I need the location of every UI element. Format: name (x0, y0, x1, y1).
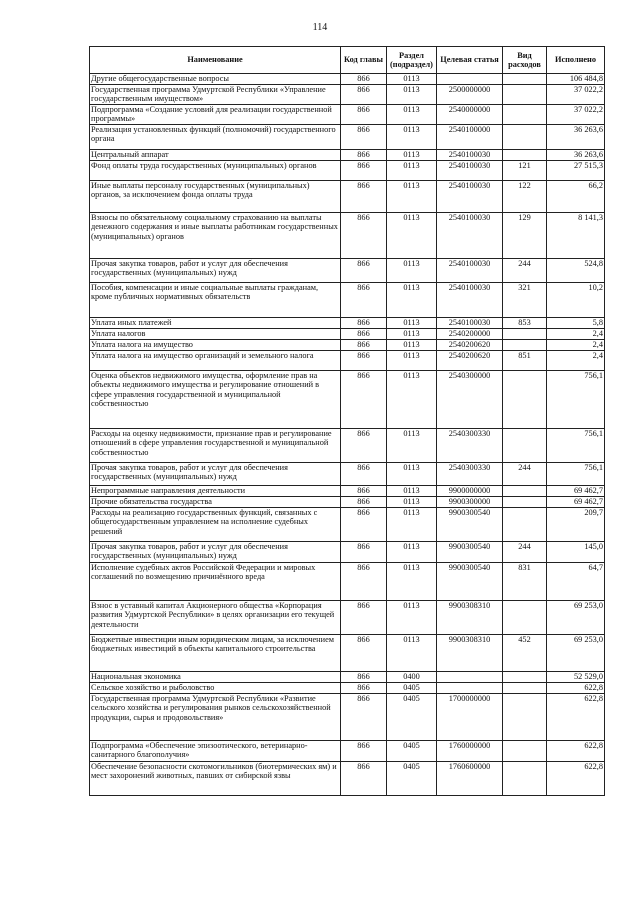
cell-code: 866 (341, 683, 387, 694)
cell-type: 452 (503, 635, 547, 672)
cell-section: 0113 (387, 181, 437, 213)
cell-section: 0405 (387, 741, 437, 762)
cell-type (503, 601, 547, 635)
cell-exec: 69 253,0 (547, 601, 605, 635)
cell-code: 866 (341, 329, 387, 340)
cell-code: 866 (341, 563, 387, 601)
cell-section: 0113 (387, 497, 437, 508)
cell-target: 2540200000 (437, 329, 503, 340)
cell-section: 0113 (387, 259, 437, 283)
cell-type (503, 741, 547, 762)
cell-section: 0113 (387, 105, 437, 125)
cell-target: 2540100030 (437, 181, 503, 213)
cell-target: 9900300000 (437, 497, 503, 508)
cell-exec: 69 462,7 (547, 497, 605, 508)
table-row (90, 601, 605, 635)
table-row (90, 762, 605, 796)
cell-target: 2540000000 (437, 105, 503, 125)
table-row (90, 213, 605, 259)
cell-name: Расходы на оценку недвижимости, признание прав и регулирование отношений в сфере управления государственной и муниципальной собственностью (90, 429, 341, 463)
cell-target: 2540100030 (437, 259, 503, 283)
header-exec: Исполнено (547, 47, 605, 74)
cell-name: Расходы на реализацию государственных функций, связанных с общегосударственным управлением на исполнение судебных решений (90, 508, 341, 542)
cell-target: 2540100030 (437, 161, 503, 181)
cell-exec: 622,8 (547, 683, 605, 694)
cell-name: Взносы по обязательному социальному страхованию на выплаты денежного содержания и иные выплаты работникам государственных (муниципальных) органов (90, 213, 341, 259)
cell-name: Национальная экономика (90, 672, 341, 683)
cell-code: 866 (341, 125, 387, 150)
cell-type: 831 (503, 563, 547, 601)
cell-section: 0113 (387, 508, 437, 542)
cell-name: Подпрограмма «Создание условий для реализации государственной программы» (90, 105, 341, 125)
table-row (90, 694, 605, 741)
table-row (90, 429, 605, 463)
cell-code: 866 (341, 542, 387, 563)
cell-target: 9900308310 (437, 635, 503, 672)
cell-code: 866 (341, 181, 387, 213)
cell-section: 0113 (387, 340, 437, 351)
cell-code: 866 (341, 635, 387, 672)
cell-type (503, 105, 547, 125)
cell-code: 866 (341, 150, 387, 161)
table-row (90, 672, 605, 683)
header-name: Наименование (90, 47, 341, 74)
cell-exec: 209,7 (547, 508, 605, 542)
cell-section: 0113 (387, 429, 437, 463)
cell-name: Прочая закупка товаров, работ и услуг для обеспечения государственных (муниципальных) нужд (90, 463, 341, 486)
cell-section: 0113 (387, 283, 437, 318)
cell-section: 0113 (387, 463, 437, 486)
cell-name: Прочие обязательства государства (90, 497, 341, 508)
cell-target (437, 683, 503, 694)
table-row (90, 85, 605, 105)
cell-exec: 37 022,2 (547, 105, 605, 125)
cell-type (503, 371, 547, 429)
cell-code: 866 (341, 283, 387, 318)
cell-exec: 52 529,0 (547, 672, 605, 683)
cell-exec: 756,1 (547, 371, 605, 429)
cell-exec: 8 141,3 (547, 213, 605, 259)
cell-code: 866 (341, 105, 387, 125)
table-row (90, 371, 605, 429)
cell-target: 1700000000 (437, 694, 503, 741)
cell-name: Центральный аппарат (90, 150, 341, 161)
table-row (90, 340, 605, 351)
table-row (90, 635, 605, 672)
cell-exec: 69 253,0 (547, 635, 605, 672)
cell-name: Бюджетные инвестиции иным юридическим лицам, за исключением бюджетных инвестиций в объекты капитального строительства (90, 635, 341, 672)
cell-type: 851 (503, 351, 547, 371)
cell-section: 0113 (387, 213, 437, 259)
table-row (90, 161, 605, 181)
table-header-row (90, 47, 605, 74)
table-row (90, 74, 605, 85)
table-row (90, 683, 605, 694)
cell-section: 0113 (387, 563, 437, 601)
table-row (90, 463, 605, 486)
cell-section: 0400 (387, 672, 437, 683)
cell-exec: 10,2 (547, 283, 605, 318)
cell-exec: 145,0 (547, 542, 605, 563)
cell-type (503, 429, 547, 463)
table-row (90, 563, 605, 601)
cell-exec: 622,8 (547, 762, 605, 796)
cell-name: Государственная программа Удмуртской Республики «Управление государственным имуществом» (90, 85, 341, 105)
cell-section: 0113 (387, 601, 437, 635)
cell-exec: 36 263,6 (547, 150, 605, 161)
cell-type: 244 (503, 463, 547, 486)
cell-name: Реализация установленных функций (полномочий) государственного органа (90, 125, 341, 150)
cell-code: 866 (341, 429, 387, 463)
cell-type (503, 683, 547, 694)
cell-code: 866 (341, 259, 387, 283)
table-row (90, 181, 605, 213)
cell-type: 129 (503, 213, 547, 259)
cell-target: 2540300330 (437, 463, 503, 486)
cell-section: 0113 (387, 125, 437, 150)
cell-target: 9900308310 (437, 601, 503, 635)
table-row (90, 497, 605, 508)
cell-name: Уплата налога на имущество (90, 340, 341, 351)
cell-type: 122 (503, 181, 547, 213)
cell-code: 866 (341, 213, 387, 259)
cell-exec: 27 515,3 (547, 161, 605, 181)
cell-target: 2540200620 (437, 351, 503, 371)
cell-section: 0113 (387, 351, 437, 371)
cell-exec: 64,7 (547, 563, 605, 601)
cell-target: 2540300330 (437, 429, 503, 463)
cell-name: Подпрограмма «Обеспечение эпизоотического, ветеринарно-санитарного благополучия» (90, 741, 341, 762)
cell-code: 866 (341, 161, 387, 181)
cell-target: 2540200620 (437, 340, 503, 351)
cell-type: 244 (503, 542, 547, 563)
cell-exec: 622,8 (547, 694, 605, 741)
cell-name: Другие общегосударственные вопросы (90, 74, 341, 85)
cell-name: Иные выплаты персоналу государственных (муниципальных) органов, за исключением фонда оплаты труда (90, 181, 341, 213)
table-body (90, 74, 605, 796)
cell-type (503, 497, 547, 508)
table-row (90, 259, 605, 283)
cell-exec: 37 022,2 (547, 85, 605, 105)
cell-name: Фонд оплаты труда государственных (муниципальных) органов (90, 161, 341, 181)
table-row (90, 741, 605, 762)
cell-name: Обеспечение безопасности скотомогильников (биотермических ям) и мест захоронений животных, павших от сибирской язвы (90, 762, 341, 796)
cell-section: 0113 (387, 329, 437, 340)
cell-exec: 756,1 (547, 429, 605, 463)
cell-exec: 2,4 (547, 340, 605, 351)
table-row (90, 329, 605, 340)
cell-exec: 2,4 (547, 329, 605, 340)
cell-exec: 2,4 (547, 351, 605, 371)
table-row (90, 486, 605, 497)
cell-type (503, 762, 547, 796)
cell-exec: 756,1 (547, 463, 605, 486)
cell-target: 2500000000 (437, 85, 503, 105)
cell-code: 866 (341, 762, 387, 796)
cell-type: 121 (503, 161, 547, 181)
cell-code: 866 (341, 694, 387, 741)
cell-code: 866 (341, 351, 387, 371)
cell-target: 9900300540 (437, 542, 503, 563)
cell-name: Пособия, компенсации и иные социальные выплаты гражданам, кроме публичных нормативных обязательств (90, 283, 341, 318)
cell-name: Сельское хозяйство и рыболовство (90, 683, 341, 694)
cell-section: 0113 (387, 85, 437, 105)
cell-name: Оценка объектов недвижимого имущества, оформление прав на объекты недвижимого имущества и регулирование отношений в сфере управления государственной и муниципальной собственностью (90, 371, 341, 429)
table-row (90, 150, 605, 161)
cell-code: 866 (341, 371, 387, 429)
cell-target: 2540100030 (437, 318, 503, 329)
expenditure-table (89, 46, 605, 796)
cell-section: 0113 (387, 542, 437, 563)
cell-section: 0113 (387, 635, 437, 672)
cell-section: 0113 (387, 486, 437, 497)
cell-exec: 69 462,7 (547, 486, 605, 497)
cell-target: 1760000000 (437, 741, 503, 762)
cell-type (503, 85, 547, 105)
cell-type (503, 125, 547, 150)
cell-code: 866 (341, 601, 387, 635)
cell-code: 866 (341, 318, 387, 329)
cell-target: 1760600000 (437, 762, 503, 796)
cell-name: Уплата иных платежей (90, 318, 341, 329)
cell-type (503, 150, 547, 161)
table-row (90, 283, 605, 318)
cell-name: Прочая закупка товаров, работ и услуг для обеспечения государственных (муниципальных) нужд (90, 542, 341, 563)
table-row (90, 351, 605, 371)
cell-target (437, 74, 503, 85)
cell-section: 0405 (387, 694, 437, 741)
cell-section: 0405 (387, 762, 437, 796)
cell-exec: 66,2 (547, 181, 605, 213)
cell-target (437, 672, 503, 683)
cell-name: Прочая закупка товаров, работ и услуг для обеспечения государственных (муниципальных) нужд (90, 259, 341, 283)
table-row (90, 508, 605, 542)
cell-section: 0405 (387, 683, 437, 694)
cell-exec: 622,8 (547, 741, 605, 762)
cell-name: Уплата налогов (90, 329, 341, 340)
cell-type (503, 508, 547, 542)
cell-exec: 524,8 (547, 259, 605, 283)
cell-section: 0113 (387, 150, 437, 161)
cell-exec: 36 263,6 (547, 125, 605, 150)
table-row (90, 105, 605, 125)
cell-section: 0113 (387, 161, 437, 181)
cell-type (503, 486, 547, 497)
cell-exec: 106 484,8 (547, 74, 605, 85)
cell-type (503, 694, 547, 741)
cell-target: 2540100030 (437, 283, 503, 318)
cell-target: 9900300540 (437, 563, 503, 601)
cell-code: 866 (341, 672, 387, 683)
cell-type: 321 (503, 283, 547, 318)
cell-target: 9900000000 (437, 486, 503, 497)
cell-name: Уплата налога на имущество организаций и земельного налога (90, 351, 341, 371)
cell-section: 0113 (387, 318, 437, 329)
header-type: Вид расходов (503, 47, 547, 74)
cell-target: 2540100000 (437, 125, 503, 150)
cell-code: 866 (341, 741, 387, 762)
cell-target: 2540100030 (437, 150, 503, 161)
cell-section: 0113 (387, 74, 437, 85)
cell-name: Взнос в уставный капитал Акционерного общества «Корпорация развития Удмуртской Республики» в целях организации его текущей деятельности (90, 601, 341, 635)
cell-code: 866 (341, 497, 387, 508)
cell-type: 853 (503, 318, 547, 329)
table-row (90, 125, 605, 150)
cell-type (503, 340, 547, 351)
cell-code: 866 (341, 85, 387, 105)
cell-code: 866 (341, 463, 387, 486)
cell-target: 2540100030 (437, 213, 503, 259)
page-number: 114 (312, 22, 328, 33)
cell-name: Государственная программа Удмуртской Республики «Развитие сельского хозяйства и регулирования рынков сельскохозяйственной продукции, сырья и продовольствия» (90, 694, 341, 741)
cell-type (503, 329, 547, 340)
cell-exec: 5,8 (547, 318, 605, 329)
cell-code: 866 (341, 508, 387, 542)
header-section: Раздел (подраздел) (387, 47, 437, 74)
cell-name: Непрограммные направления деятельности (90, 486, 341, 497)
table-row (90, 318, 605, 329)
cell-type (503, 74, 547, 85)
table-row (90, 542, 605, 563)
cell-section: 0113 (387, 371, 437, 429)
header-code: Код главы (341, 47, 387, 74)
cell-code: 866 (341, 340, 387, 351)
cell-target: 9900300540 (437, 508, 503, 542)
cell-code: 866 (341, 74, 387, 85)
cell-name: Исполнение судебных актов Российской Федерации и мировых соглашений по возмещению причинённого вреда (90, 563, 341, 601)
cell-type: 244 (503, 259, 547, 283)
cell-code: 866 (341, 486, 387, 497)
cell-target: 2540300000 (437, 371, 503, 429)
cell-type (503, 672, 547, 683)
header-target: Целевая статья (437, 47, 503, 74)
